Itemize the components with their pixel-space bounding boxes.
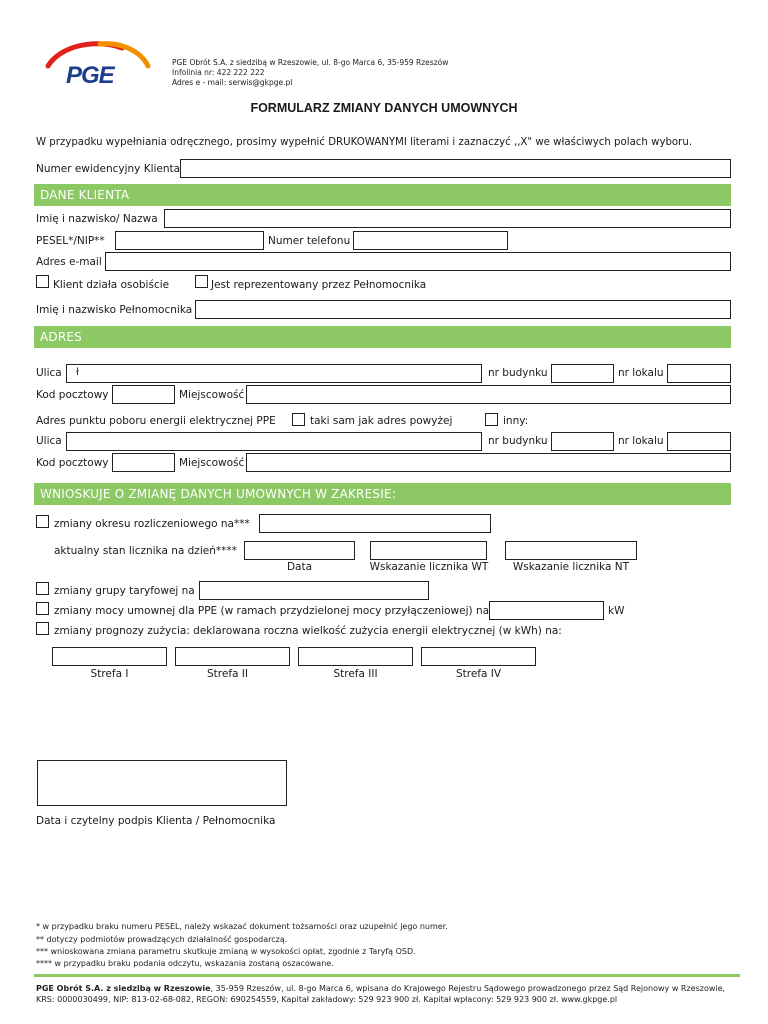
name-label: Imię i nazwisko/ Nazwa: [36, 213, 158, 225]
pge-logo: [40, 38, 160, 94]
form-instruction: W przypadku wypełniania odręcznego, prosimy wypełnić DRUKOWANYMI literami i zaznaczyć ,,X" we właściwych polach wyboru.: [36, 137, 693, 148]
zone4-input[interactable]: [421, 647, 536, 666]
customer-number-input[interactable]: [180, 159, 731, 178]
power-checkbox[interactable]: [36, 602, 49, 615]
footnote-1: * w przypadku braku numeru PESEL, należy wskazać dokument tożsamości oraz uzupełnić jego numer.: [36, 922, 448, 931]
postal2-input[interactable]: [112, 453, 175, 472]
building-label: nr budynku: [488, 367, 548, 379]
ppe-label: Adres punktu poboru energii elektrycznej PPE: [36, 415, 276, 427]
tariff-checkbox[interactable]: [36, 582, 49, 595]
form-title: FORMULARZ ZMIANY DANYCH UMOWNYCH: [250, 101, 518, 115]
signature-box[interactable]: [37, 760, 287, 806]
unit-input[interactable]: [667, 364, 731, 383]
proxy-name-label: Imię i nazwisko Pełnomocnika: [36, 304, 193, 316]
ppe-same-label: taki sam jak adres powyżej: [310, 415, 453, 427]
city-label: Miejscowość: [179, 389, 245, 401]
ppe-other-label: inny:: [503, 415, 529, 427]
footnote-4: **** w przypadku braku podania odczytu, wskazania zostaną oszacowane.: [36, 959, 334, 968]
meter-wt-input[interactable]: [370, 541, 487, 560]
street-label: Ulica: [36, 367, 62, 379]
power-input[interactable]: [489, 601, 604, 620]
postal2-label: Kod pocztowy: [36, 457, 109, 469]
forecast-label: zmiany prognozy zużycia: deklarowana roczna wielkość zużycia energii elektrycznej (w kWh) na:: [54, 625, 562, 637]
street2-label: Ulica: [36, 435, 62, 447]
period-checkbox[interactable]: [36, 515, 49, 528]
footer-line-1: [36, 984, 725, 994]
footnote-3: *** wnioskowana zmiana parametru skutkuje zmianą w wysokości opłat, zgodnie z Taryfą OSD.: [36, 947, 416, 956]
zone3-caption: Strefa III: [333, 668, 378, 680]
power-unit: kW: [608, 605, 625, 617]
zone2-input[interactable]: [175, 647, 290, 666]
email-input[interactable]: [105, 252, 731, 271]
footer-company: PGE Obrót S.A. z siedzibą w Rzeszowie: [36, 984, 211, 993]
name-input[interactable]: [164, 209, 731, 228]
meter-nt-caption: Wskazanie licznika NT: [512, 561, 630, 573]
customer-number-label: Numer ewidencyjny Klienta: [36, 163, 181, 175]
zone3-input[interactable]: [298, 647, 413, 666]
footer-registry: , 35-959 Rzeszów, ul. 8-go Marca 6, wpisana do Krajowego Rejestru Sądowego prowadzonego przez Sąd Rejonowy w Rzeszowie,: [210, 984, 726, 993]
proxy-label: Jest reprezentowany przez Pełnomocnika: [211, 279, 427, 291]
proxy-checkbox[interactable]: [195, 275, 208, 288]
zone1-caption: Strefa I: [90, 668, 129, 680]
footnote-2: ** dotyczy podmiotów prowadzących działalność gospodarczą.: [36, 935, 288, 944]
forecast-checkbox[interactable]: [36, 622, 49, 635]
address-section-heading: ADRES: [34, 326, 731, 348]
meter-nt-input[interactable]: [505, 541, 637, 560]
tariff-input[interactable]: [199, 581, 429, 600]
header-hotline: Infolinia nr: 422 222 222: [172, 68, 265, 77]
pesel-label: PESEL*/NIP**: [36, 235, 105, 247]
meter-label: aktualny stan licznika na dzień****: [54, 545, 237, 557]
logo-text: PGE: [66, 62, 114, 89]
street2-input[interactable]: [66, 432, 482, 451]
self-checkbox[interactable]: [36, 275, 49, 288]
header-company-line: PGE Obrót S.A. z siedzibą w Rzeszowie, ul. 8-go Marca 6, 35-959 Rzeszów: [172, 58, 449, 67]
meter-wt-caption: Wskazanie licznika WT: [369, 561, 489, 573]
building2-label: nr budynku: [488, 435, 548, 447]
period-input[interactable]: [259, 514, 491, 533]
city2-input[interactable]: [246, 453, 731, 472]
self-label: Klient działa osobiście: [53, 279, 170, 291]
unit2-label: nr lokalu: [618, 435, 664, 447]
city-input[interactable]: [246, 385, 731, 404]
footer-line-2: KRS: 0000030499, NIP: 813-02-68-082, REGON: 690254559, Kapitał zakładowy: 529 923 900 zł. Kapitał wpłacony: 529 923 900 zł. www.gkpge.pl: [36, 995, 618, 1004]
ppe-same-checkbox[interactable]: [292, 413, 305, 426]
zone4-caption: Strefa IV: [455, 668, 502, 680]
meter-date-input[interactable]: [244, 541, 355, 560]
phone-label: Numer telefonu: [268, 235, 351, 247]
footer-divider: [34, 974, 740, 977]
client-section-heading: DANE KLIENTA: [34, 184, 731, 206]
zone1-input[interactable]: [52, 647, 167, 666]
building2-input[interactable]: [551, 432, 614, 451]
zone2-caption: Strefa II: [207, 668, 248, 680]
unit2-input[interactable]: [667, 432, 731, 451]
street-input[interactable]: ł: [66, 364, 482, 383]
power-label: zmiany mocy umownej dla PPE (w ramach przydzielonej mocy przyłączeniowej) na: [54, 605, 490, 617]
postal-label: Kod pocztowy: [36, 389, 109, 401]
pesel-input[interactable]: [115, 231, 264, 250]
period-label: zmiany okresu rozliczeniowego na***: [54, 518, 250, 530]
meter-date-caption: Data: [286, 561, 313, 573]
proxy-name-input[interactable]: [195, 300, 731, 319]
city2-label: Miejscowość: [179, 457, 245, 469]
postal-input[interactable]: [112, 385, 175, 404]
unit-label: nr lokalu: [618, 367, 664, 379]
header-email: Adres e - mail: serwis@gkpge.pl: [172, 78, 293, 87]
signature-label: Data i czytelny podpis Klienta / Pełnomocnika: [36, 815, 276, 827]
request-section-heading: WNIOSKUJE O ZMIANĘ DANYCH UMOWNYCH W ZAKRESIE:: [34, 483, 731, 505]
building-input[interactable]: [551, 364, 614, 383]
ppe-other-checkbox[interactable]: [485, 413, 498, 426]
email-label: Adres e-mail: [36, 256, 102, 268]
tariff-label: zmiany grupy taryfowej na: [54, 585, 195, 597]
phone-input[interactable]: [353, 231, 508, 250]
